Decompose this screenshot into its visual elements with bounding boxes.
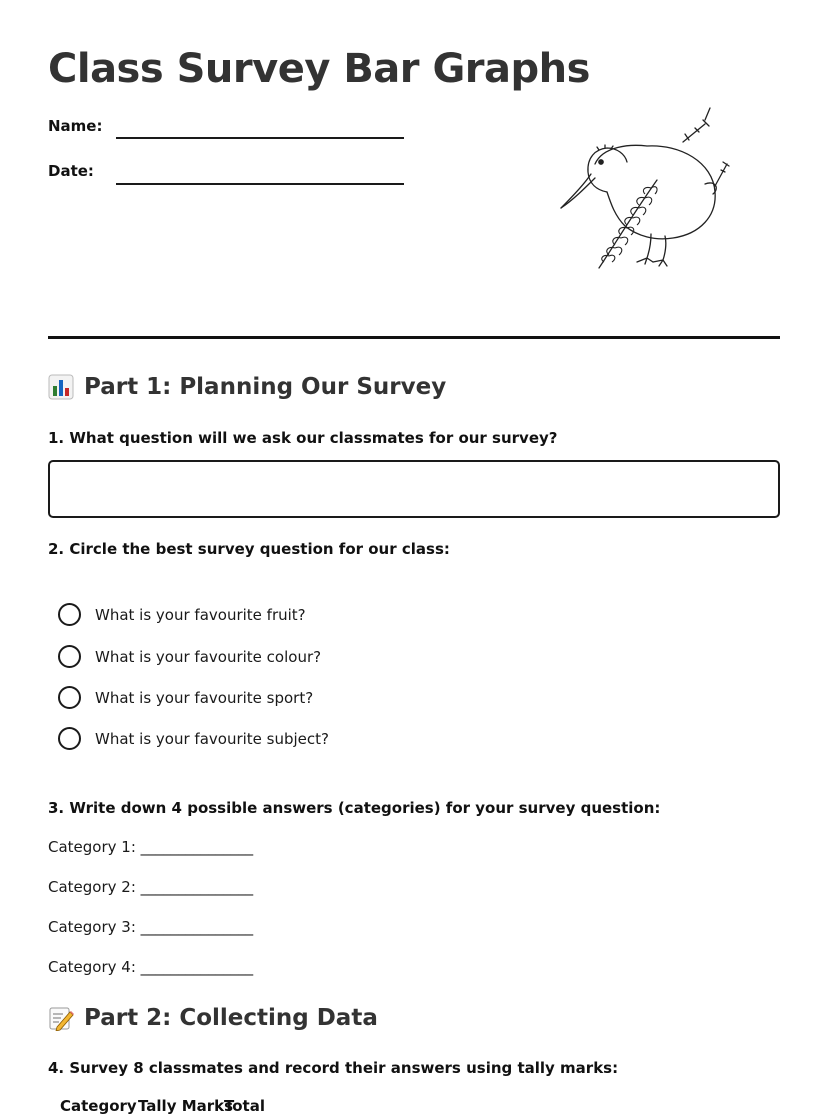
option-fruit[interactable] [58,603,306,626]
option-label: What is your favourite colour? [95,647,322,666]
memo-pencil-icon [48,1005,74,1031]
kiwi-bird-icon [555,104,740,274]
option-subject[interactable] [58,727,329,750]
date-label: Date: [48,162,94,180]
worksheet-title: Class Survey Bar Graphs [48,46,590,92]
part2-heading-text: Part 2: Collecting Data [84,1005,378,1031]
question-4: 4. Survey 8 classmates and record their answers using tally marks: [48,1059,619,1077]
question-2: 2. Circle the best survey question for our class: [48,540,450,558]
category-3-field[interactable]: Category 3: _______________ [48,918,254,936]
option-colour[interactable] [58,645,321,668]
option-label: What is your favourite sport? [95,688,314,707]
name-label: Name: [48,117,103,135]
bar-chart-icon [48,374,74,400]
category-1-field[interactable]: Category 1: _______________ [48,838,254,856]
date-field[interactable] [116,183,404,185]
part1-heading-text: Part 1: Planning Our Survey [84,374,447,400]
survey-question-answer-box[interactable] [48,460,780,518]
name-field[interactable] [116,137,404,139]
radio-circle-icon[interactable] [58,686,81,709]
section-divider [48,336,780,339]
option-sport[interactable] [58,686,313,709]
part2-heading [48,1005,378,1031]
table-header-category: Category [60,1097,137,1115]
radio-circle-icon[interactable] [58,603,81,626]
question-1: 1. What question will we ask our classmates for our survey? [48,429,558,447]
category-4-field[interactable]: Category 4: _______________ [48,958,254,976]
category-2-field[interactable]: Category 2: _______________ [48,878,254,896]
option-label: What is your favourite fruit? [95,605,306,624]
table-header-total: Total [224,1097,265,1115]
radio-circle-icon[interactable] [58,727,81,750]
question-3: 3. Write down 4 possible answers (categories) for your survey question: [48,799,661,817]
option-label: What is your favourite subject? [95,729,330,748]
table-header-tally: Tally Marks [138,1097,234,1115]
part1-heading [48,374,446,400]
radio-circle-icon[interactable] [58,645,81,668]
